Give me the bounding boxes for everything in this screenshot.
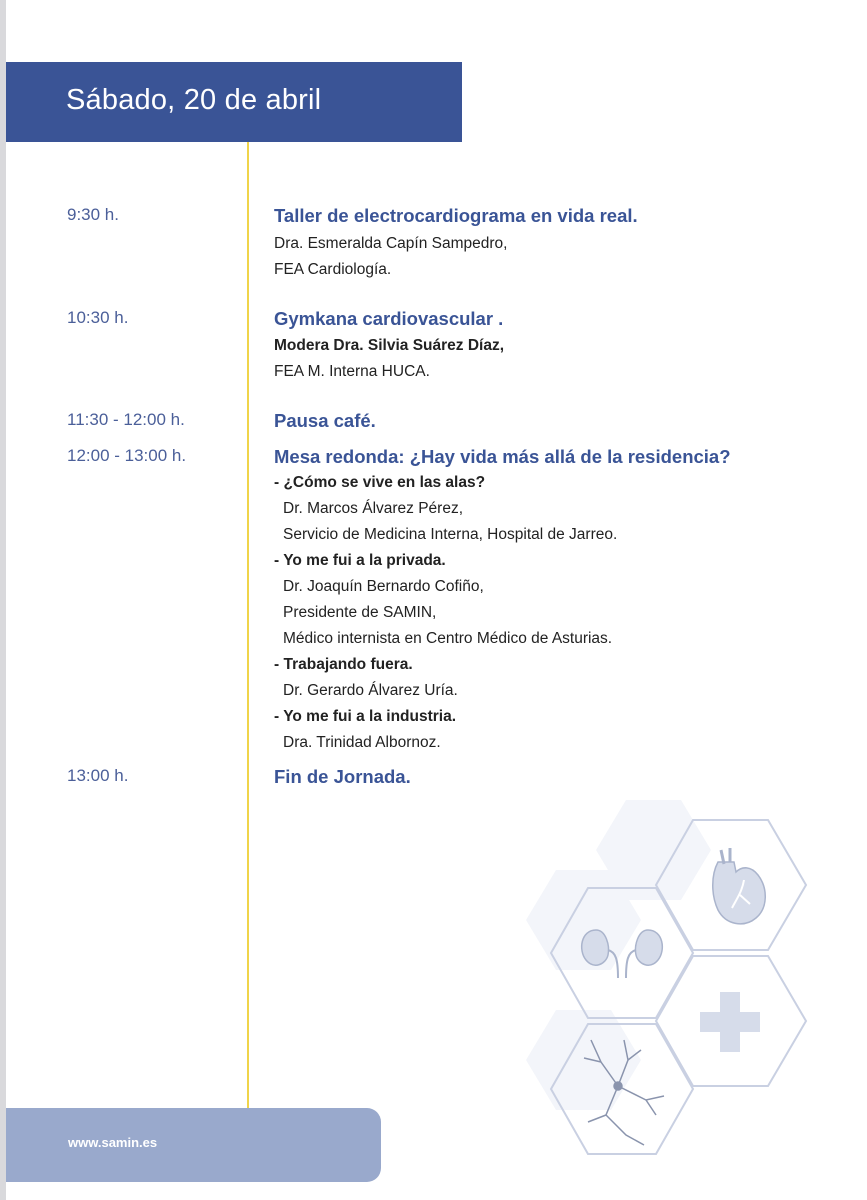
moderator-name: Modera Dra. Silvia Suárez Díaz, [274, 337, 505, 354]
talk-title: - Yo me fui a la industria. [274, 708, 457, 725]
plus-icon [700, 992, 760, 1052]
moderator-role: FEA M. Interna HUCA. [274, 363, 430, 380]
speaker-name: Dr. Joaquín Bernardo Cofiño, [283, 578, 484, 595]
speaker-role: Presidente de SAMIN, [283, 604, 437, 621]
session-time: 9:30 h. [67, 205, 119, 224]
speaker-role: Médico internista en Centro Médico de Asturias. [283, 630, 613, 647]
timeline-divider [247, 142, 249, 1108]
speaker-name: Dr. Marcos Álvarez Pérez, [283, 500, 464, 517]
session-time: 10:30 h. [67, 308, 129, 327]
medical-hexagons-decoration [506, 800, 826, 1170]
speaker-name: Dra. Esmeralda Capín Sampedro, [274, 235, 508, 252]
session-title: Fin de Jornada. [274, 766, 411, 787]
session-title: Mesa redonda: ¿Hay vida más allá de la residencia? [274, 446, 731, 467]
footer-website-link[interactable]: www.samin.es [68, 1135, 158, 1150]
talk-title: - Yo me fui a la privada. [274, 552, 446, 569]
speaker-name: Dra. Trinidad Albornoz. [283, 734, 441, 751]
speaker-role: FEA Cardiología. [274, 261, 392, 278]
session-title: Pausa café. [274, 410, 376, 431]
program-page [6, 0, 867, 1200]
talk-title: - ¿Cómo se vive en las alas? [274, 474, 486, 491]
session-title: Taller de electrocardiograma en vida real. [274, 205, 638, 226]
speaker-role: Servicio de Medicina Interna, Hospital de Jarreo. [283, 526, 618, 543]
speaker-name: Dr. Gerardo Álvarez Uría. [283, 682, 458, 699]
footer-band [6, 1108, 381, 1182]
session-time: 13:00 h. [67, 766, 129, 785]
session-title: Gymkana cardiovascular . [274, 308, 504, 329]
session-time: 12:00 - 13:00 h. [67, 446, 187, 465]
session-time: 11:30 - 12:00 h. [67, 410, 185, 429]
heart-icon [713, 848, 766, 924]
page-title: Sábado, 20 de abril [66, 84, 322, 116]
talk-title: - Trabajando fuera. [274, 656, 413, 673]
